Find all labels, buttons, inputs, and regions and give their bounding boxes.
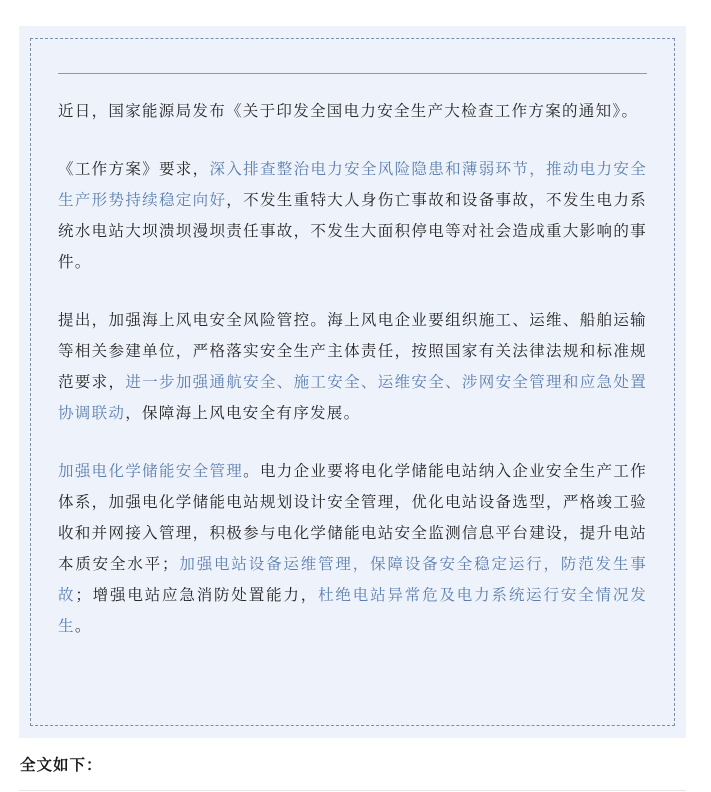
full-text-label: 全文如下： — [20, 756, 103, 774]
offshore-wind-highlight: 进一步加强通航安全、施工安全、运维安全、涉网安全管理和应急处置协调联动 — [58, 373, 647, 422]
requirements-text-1: 《工作方案》要求， — [58, 160, 210, 178]
energy-storage-paragraph — [58, 456, 647, 642]
energy-storage-text-2: ；增强电站应急消防处置能力， — [75, 586, 319, 604]
energy-storage-text-3: 。 — [74, 617, 92, 635]
offshore-wind-text-2: ，保障海上风电安全有序发展。 — [125, 404, 361, 422]
energy-storage-highlight-2: 加强电站设备运维管理，保障设备安全稳定运行，防范发生事故 — [58, 555, 647, 604]
requirements-paragraph — [58, 154, 647, 278]
dashed-frame — [30, 38, 675, 726]
intro-text: 近日，国家能源局发布《关于印发全国电力安全生产大检查工作方案的通知》。 — [58, 102, 639, 120]
energy-storage-highlight-1: 加强电化学储能安全管理 — [58, 462, 244, 480]
intro-paragraph — [58, 96, 647, 127]
offshore-wind-text-1: 提出，加强海上风电安全风险管控。海上风电企业要组织施工、运维、船舶运输等相关参建单位，严格落实安全生产主体责任，按照国家有关法律法规和标准规范要求， — [58, 311, 647, 391]
energy-storage-text-1: 。电力企业要将电化学储能电站纳入企业安全生产工作体系，加强电化学储能电站规划设计安全管理，优化电站设备选型，严格竣工验收和并网接入管理，积极参与电化学储能电站安全监测信息平台建设，提升电站本质安全水平； — [58, 462, 647, 573]
energy-storage-highlight-3: 杜绝电站异常危及电力系统运行安全情况发生 — [58, 586, 647, 635]
requirements-text-2: ，不发生重特大人身伤亡事故和设备事故，不发生电力系统水电站大坝溃坝漫坝责任事故，不发生大面积停电等对社会造成重大影响的事件。 — [58, 191, 647, 271]
top-rule — [58, 73, 647, 74]
offshore-wind-paragraph — [58, 305, 647, 429]
article-card — [19, 26, 686, 738]
requirements-highlight: 深入排查整治电力安全风险隐患和薄弱环节，推动电力安全生产形势持续稳定向好 — [58, 160, 647, 209]
bottom-divider — [19, 790, 686, 791]
